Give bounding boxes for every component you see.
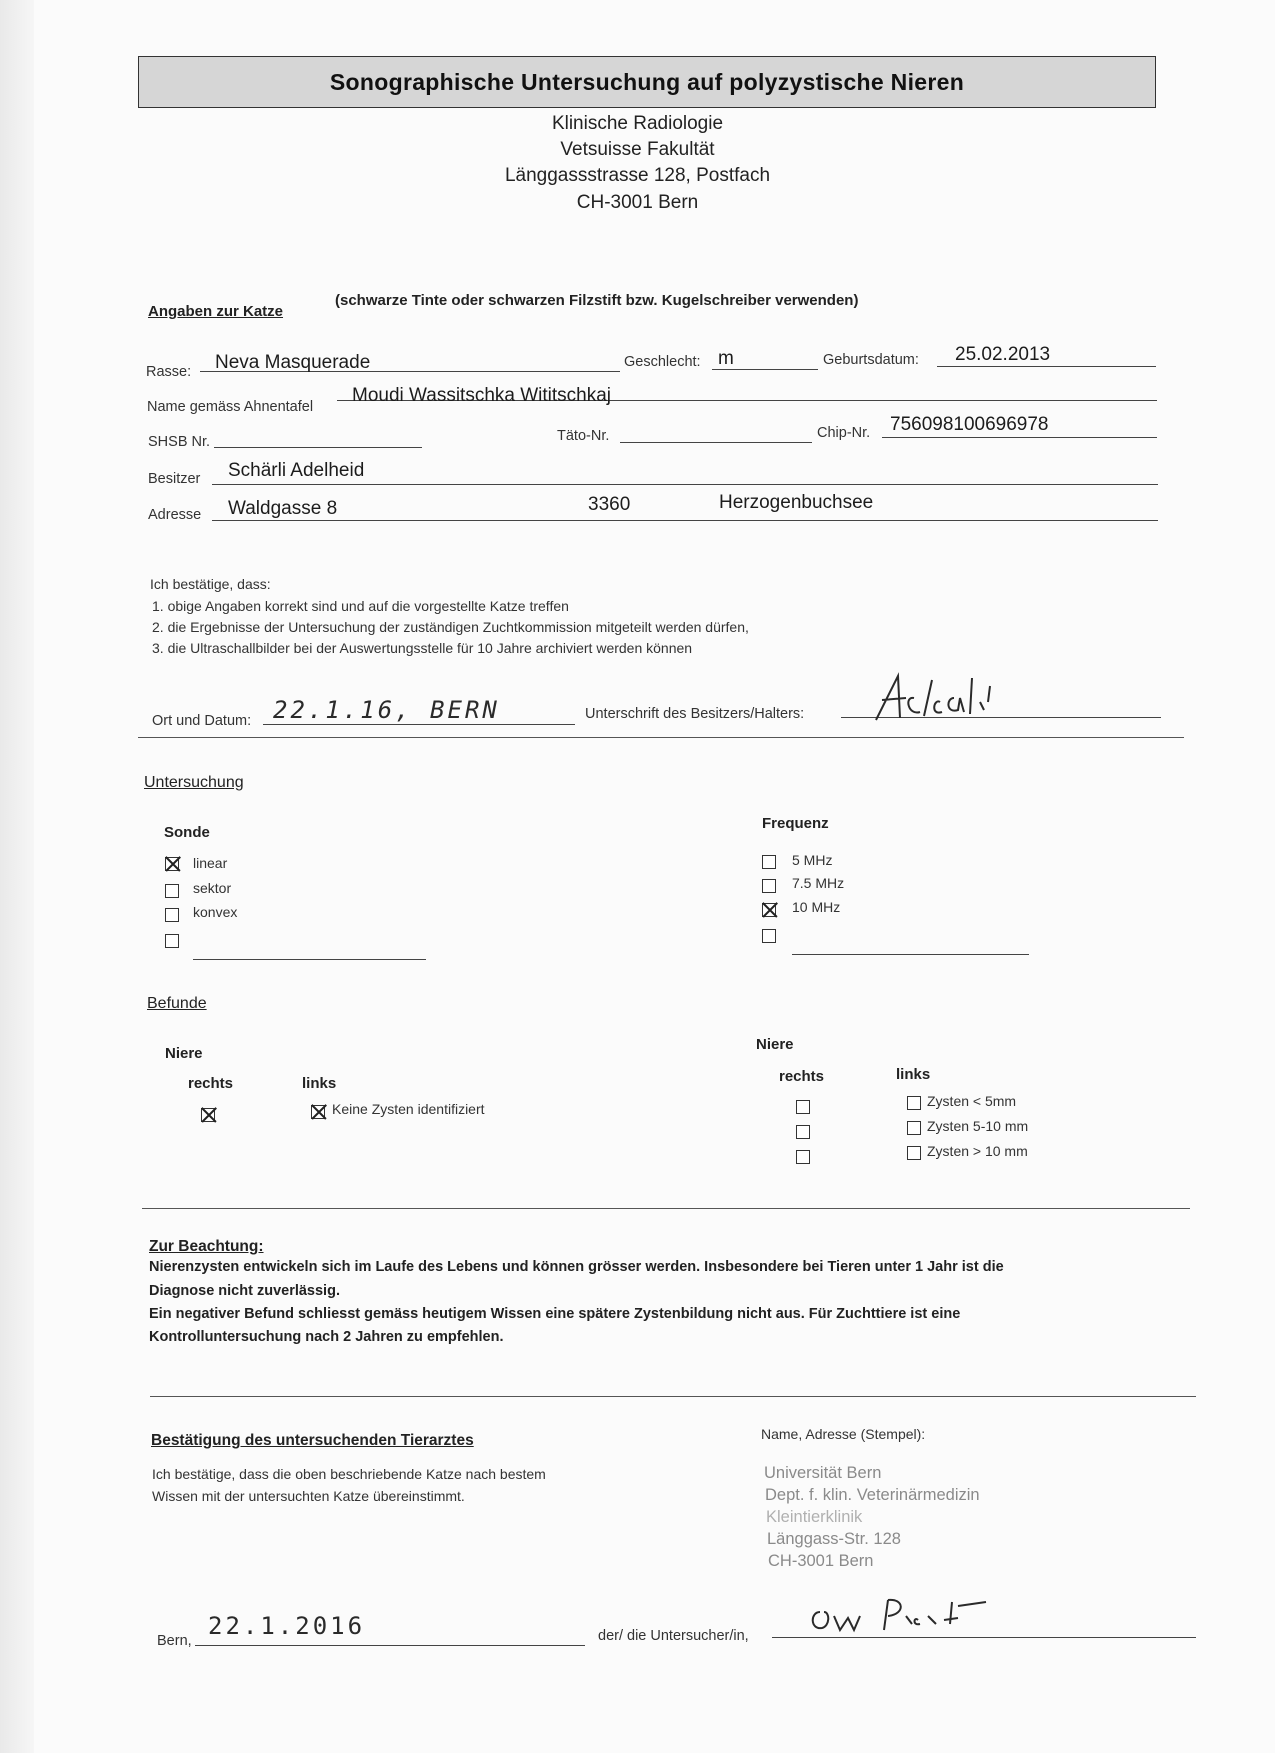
form-title: Sonographische Untersuchung auf polyzystische Nieren: [329, 69, 965, 95]
beachtung-heading: Zur Beachtung:: [149, 1238, 264, 1255]
freq-10-label: 10 MHz: [792, 899, 841, 915]
zysten-gt10-label: Zysten > 10 mm: [927, 1143, 1028, 1159]
confirm-item-1: 1. obige Angaben korrekt sind und auf die vorgestellte Katze treffen: [152, 598, 569, 614]
unterschrift-label: Unterschrift des Besitzers/Halters:: [585, 706, 805, 722]
chip-label: Chip-Nr.: [817, 425, 871, 441]
beachtung-line-4: Kontrolluntersuchung nach 2 Jahren zu empfehlen.: [149, 1329, 504, 1345]
adresse-plz[interactable]: 3360: [588, 494, 631, 515]
stamp-line-3: Kleintierklinik: [766, 1508, 863, 1526]
geschlecht-label: Geschlecht:: [624, 354, 701, 370]
beachtung-line-2: Diagnose nicht zuverlässig.: [149, 1283, 340, 1299]
owner-signature: [868, 668, 1048, 728]
stamp-line-2: Dept. f. klin. Veterinärmedizin: [765, 1486, 980, 1504]
confirm-intro: Ich bestätige, dass:: [150, 576, 271, 592]
niere-left-label: Niere: [165, 1045, 203, 1062]
left-links-label: links: [302, 1075, 337, 1092]
bern-label: Bern,: [157, 1633, 192, 1649]
ort-datum-value[interactable]: 22.1.16, BERN: [273, 696, 500, 724]
keine-zysten-label: Keine Zysten identifiziert: [332, 1101, 485, 1117]
zysten-5-10-label: Zysten 5-10 mm: [927, 1118, 1029, 1134]
ort-datum-label: Ort und Datum:: [152, 713, 252, 729]
name-label: Name gemäss Ahnentafel: [147, 399, 314, 415]
beachtung-line-3: Ein negativer Befund schliesst gemäss heutigem Wissen eine spätere Zystenbildung nicht aus. Für Zuchttiere ist eine: [149, 1306, 961, 1322]
rasse-value[interactable]: Neva Masquerade: [215, 352, 371, 373]
shsb-label: SHSB Nr.: [148, 434, 211, 450]
right-rechts-cb-1[interactable]: [796, 1100, 810, 1114]
stempel-label: Name, Adresse (Stempel):: [761, 1426, 926, 1442]
right-links-label: links: [896, 1066, 931, 1083]
confirm-item-3: 3. die Ultraschallbilder bei der Auswertungsstelle für 10 Jahre archiviert werden können: [152, 640, 693, 656]
tierarzt-text-2: Wissen mit der untersuchten Katze übereinstimmt.: [152, 1488, 465, 1504]
tierarzt-text-1: Ich bestätige, dass die oben beschriebende Katze nach bestem: [152, 1466, 546, 1482]
confirm-item-2: 2. die Ergebnisse der Untersuchung der zuständigen Zuchtkommission mitgeteilt werden dürfen,: [152, 619, 749, 635]
besitzer-label: Besitzer: [148, 471, 201, 487]
cat-section-heading: Angaben zur Katze: [148, 303, 284, 320]
left-links-checkbox[interactable]: [311, 1105, 325, 1119]
stamp-line-5: CH-3001 Bern: [768, 1552, 874, 1570]
freq-75-checkbox[interactable]: [762, 879, 776, 893]
taeto-label: Täto-Nr.: [557, 428, 610, 444]
institution-line-4: CH-3001 Bern: [576, 192, 699, 213]
tierarzt-heading: Bestätigung des untersuchenden Tierarztes: [151, 1432, 474, 1449]
sonde-linear-label: linear: [193, 855, 228, 871]
freq-other-checkbox[interactable]: [762, 929, 776, 943]
right-rechts-label: rechts: [779, 1068, 825, 1085]
freq-5-label: 5 MHz: [792, 852, 833, 868]
tierarzt-datum[interactable]: 22.1.2016: [208, 1612, 366, 1640]
right-rechts-cb-2[interactable]: [796, 1125, 810, 1139]
name-value[interactable]: Moudi Wassitschka Wititschkaj: [352, 385, 612, 406]
sonde-other-checkbox[interactable]: [165, 934, 179, 948]
zysten-lt5-checkbox[interactable]: [907, 1096, 921, 1110]
institution-line-2: Vetsuisse Fakultät: [560, 139, 715, 160]
institution-line-3: Länggassstrasse 128, Postfach: [504, 165, 771, 186]
frequenz-label: Frequenz: [762, 815, 829, 832]
right-rechts-cb-3[interactable]: [796, 1150, 810, 1164]
sonde-sektor-label: sektor: [193, 880, 232, 896]
left-rechts-label: rechts: [188, 1075, 234, 1092]
geschlecht-value[interactable]: m: [718, 348, 734, 369]
freq-10-checkbox[interactable]: [762, 903, 776, 917]
sonde-konvex-label: konvex: [193, 904, 238, 920]
stamp-line-1: Universität Bern: [764, 1464, 882, 1482]
untersuchung-heading: Untersuchung: [144, 774, 244, 791]
untersucher-label: der/ die Untersucher/in,: [598, 1628, 749, 1644]
geburtsdatum-label: Geburtsdatum:: [823, 352, 919, 368]
sonde-konvex-checkbox[interactable]: [165, 908, 179, 922]
stamp-line-4: Länggass-Str. 128: [767, 1530, 901, 1548]
vet-signature: [808, 1590, 1008, 1640]
besitzer-value[interactable]: Schärli Adelheid: [228, 460, 365, 481]
freq-other-field[interactable]: [792, 954, 1029, 955]
rasse-label: Rasse:: [146, 364, 192, 380]
befunde-heading: Befunde: [147, 995, 207, 1012]
sonde-sektor-checkbox[interactable]: [165, 884, 179, 898]
title-box: [138, 56, 1156, 108]
left-rechts-checkbox[interactable]: [201, 1108, 215, 1122]
sonde-linear-checkbox[interactable]: [165, 857, 179, 871]
ink-note: (schwarze Tinte oder schwarzen Filzstift bzw. Kugelschreiber verwenden): [335, 292, 859, 309]
chip-value[interactable]: 756098100696978: [890, 414, 1049, 435]
sonde-other-field[interactable]: [193, 959, 426, 960]
institution-line-1: Klinische Radiologie: [551, 113, 724, 134]
adresse-strasse[interactable]: Waldgasse 8: [228, 498, 338, 519]
adresse-ort[interactable]: Herzogenbuchsee: [719, 492, 874, 513]
zysten-gt10-checkbox[interactable]: [907, 1146, 921, 1160]
sonde-label: Sonde: [164, 824, 210, 841]
zysten-5-10-checkbox[interactable]: [907, 1121, 921, 1135]
beachtung-line-1: Nierenzysten entwickeln sich im Laufe des Lebens und können grösser werden. Insbesondere bei Tieren unter 1 Jahr ist die: [149, 1259, 1004, 1275]
adresse-label: Adresse: [148, 507, 202, 523]
freq-75-label: 7.5 MHz: [792, 875, 845, 891]
scan-edge: [0, 0, 34, 1753]
niere-right-label: Niere: [756, 1036, 794, 1053]
zysten-lt5-label: Zysten < 5mm: [927, 1093, 1017, 1109]
freq-5-checkbox[interactable]: [762, 855, 776, 869]
geburtsdatum-value[interactable]: 25.02.2013: [955, 344, 1051, 365]
